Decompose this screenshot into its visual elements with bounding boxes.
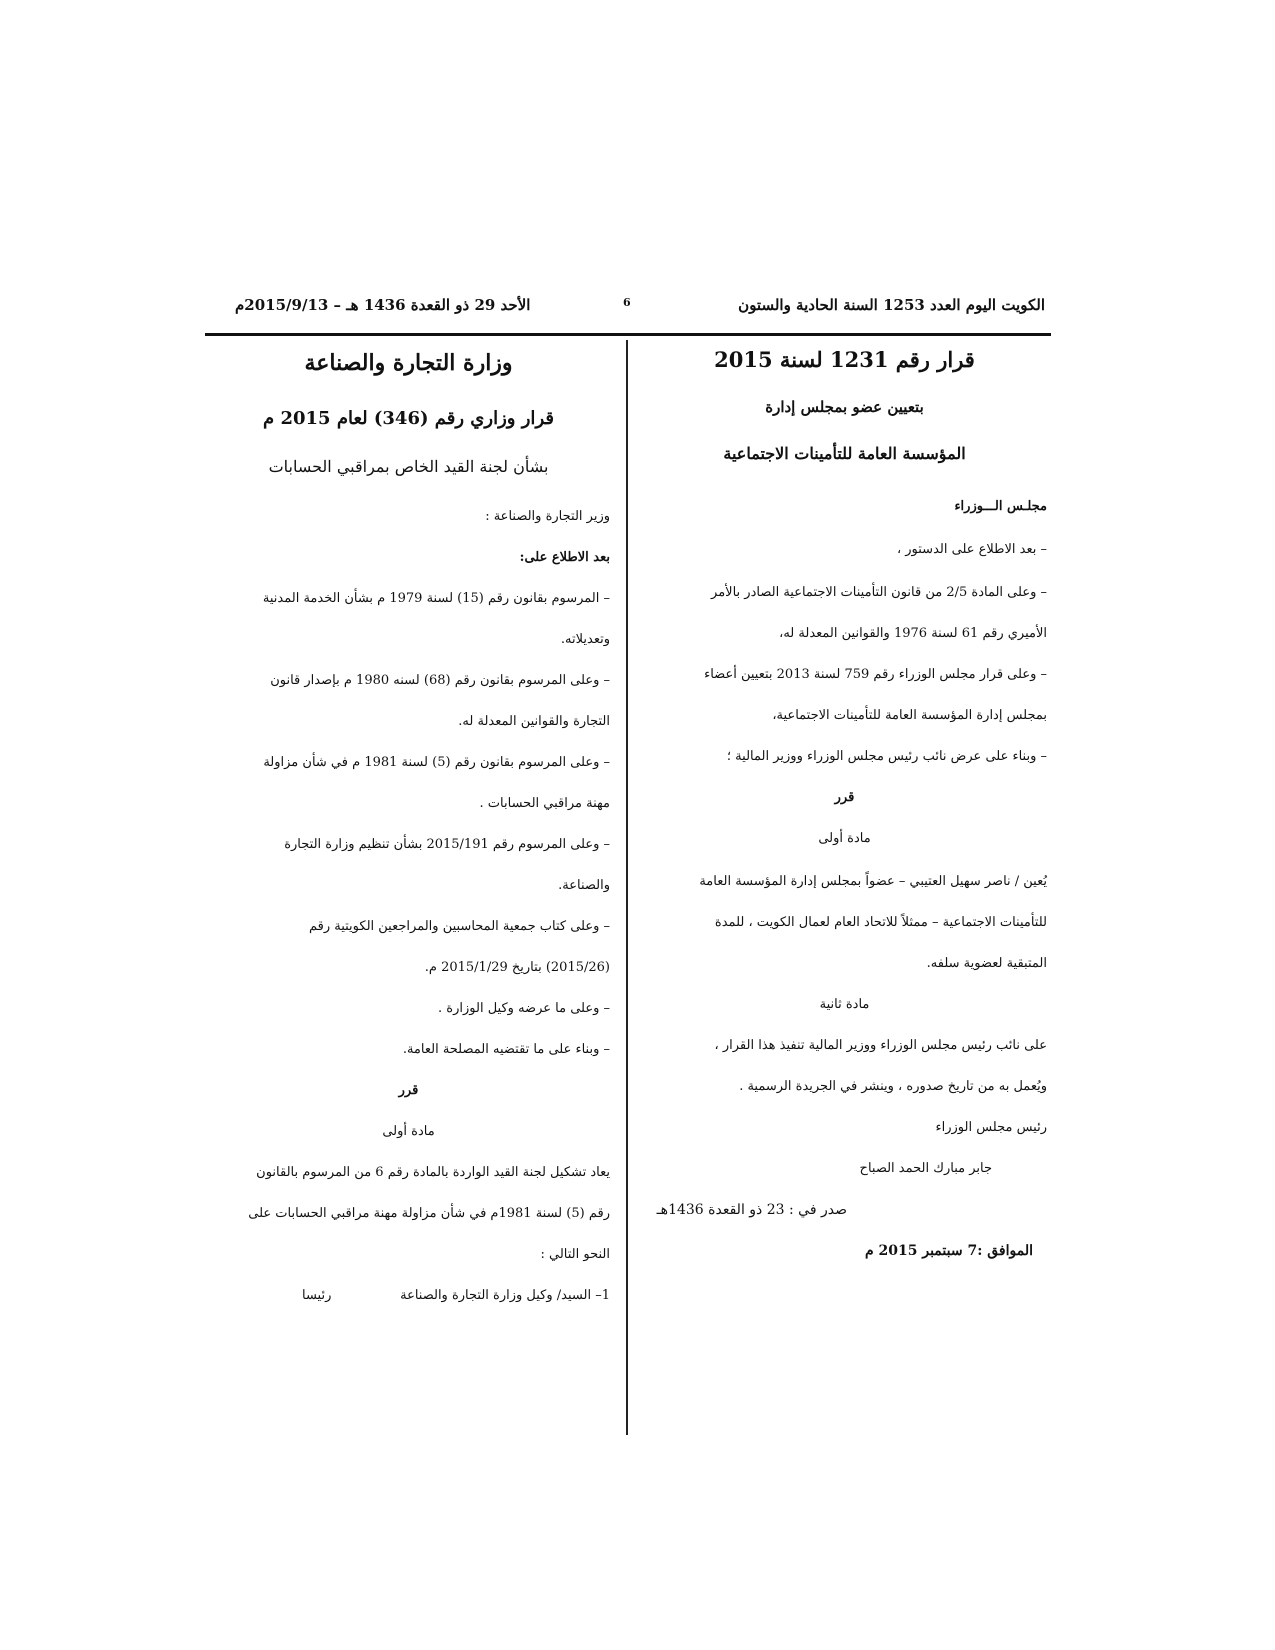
decided-label: قرر: [834, 790, 855, 805]
page-number: 6: [623, 296, 631, 309]
decision-subtitle-1: بتعيين عضو بمجلس إدارة: [765, 398, 924, 416]
article-2-title: مادة ثانية: [819, 997, 870, 1012]
decision-title: قرار رقم 1231 لسنة 2015: [714, 347, 975, 372]
preamble-6: – وعلى ما عرضه وكيل الوزارة .: [438, 1001, 610, 1016]
member-1-role: رئيسا: [302, 1288, 332, 1303]
ministry-title: وزارة التجارة والصناعة: [304, 350, 513, 376]
preamble-2a: – وعلى المرسوم بقانون رقم (68) لسنه 1980 م بإصدار قانون: [270, 673, 610, 688]
preamble-7: – وبناء على ما تقتضيه المصلحة العامة.: [402, 1042, 610, 1057]
corresponding-date: الموافق :7 سبتمبر 2015 م: [864, 1243, 1033, 1259]
preamble-3a: – وعلى قرار مجلس الوزراء رقم 759 لسنة 2013 بتعيين أعضاء: [704, 667, 1047, 682]
article-2-line-1: على نائب رئيس مجلس الوزراء ووزير المالية تنفيذ هذا القرار ،: [714, 1038, 1047, 1053]
decision-subtitle-2: المؤسسة العامة للتأمينات الاجتماعية: [723, 444, 966, 463]
committee-member-1: [207, 1286, 610, 1306]
article-2-line-2: ويُعمل به من تاريخ صدوره ، وينشر في الجريدة الرسمية .: [739, 1079, 1047, 1094]
preamble-1a: – المرسوم بقانون رقم (15) لسنة 1979 م بشأن الخدمة المدنية: [262, 591, 610, 606]
signature-title: رئيس مجلس الوزراء: [935, 1120, 1047, 1135]
article-1-line-3: المتبقية لعضوية سلفه.: [926, 956, 1047, 971]
page-header: [205, 296, 1045, 320]
preamble-2b: الأميري رقم 61 لسنة 1976 والقوانين المعدلة له،: [779, 626, 1047, 641]
article-1-line-2: رقم (5) لسنة 1981م في شأن مزاولة مهنة مراقبي الحسابات على: [248, 1206, 610, 1221]
article-1-title: مادة أولى: [382, 1124, 435, 1139]
signature-name: جابر مبارك الحمد الصباح: [859, 1161, 992, 1176]
preamble-5a: – وعلى كتاب جمعية المحاسبين والمراجعين الكويتية رقم: [308, 919, 610, 934]
preamble-4a: – وعلى المرسوم رقم 2015/191 بشأن تنظيم وزارة التجارة: [284, 837, 610, 852]
ministerial-decision-title: قرار وزاري رقم (346) لعام 2015 م: [263, 408, 554, 429]
header-date: الأحد 29 ذو القعدة 1436 هـ – 2015/9/13م: [235, 296, 531, 314]
preamble-1: – بعد الاطلاع على الدستور ،: [896, 542, 1047, 557]
header-rule: [205, 333, 1051, 336]
issue-date: صدر في : 23 ذو القعدة 1436هـ: [656, 1202, 847, 1218]
decided-label: قرر: [398, 1083, 419, 1098]
column-divider: [626, 340, 628, 1435]
article-1-line-1: يعاد تشكيل لجنة القيد الواردة بالمادة رقم 6 من المرسوم بالقانون: [256, 1165, 610, 1180]
preamble-1b: وتعديلاته.: [560, 632, 610, 647]
member-1-title: 1– السيد/ وكيل وزارة التجارة والصناعة: [400, 1288, 610, 1303]
preamble-4b: والصناعة.: [558, 878, 610, 893]
right-column: [642, 345, 1047, 1261]
preamble-3a: – وعلى المرسوم بقانون رقم (5) لسنة 1981 م في شأن مزاولة: [263, 755, 610, 770]
article-1-title: مادة أولى: [818, 831, 871, 846]
after-review: بعد الاطلاع على:: [519, 550, 610, 565]
header-issue-info: الكويت اليوم العدد 1253 السنة الحادية والستون: [738, 296, 1045, 314]
preamble-3b: مهنة مراقبي الحسابات .: [479, 796, 610, 811]
issuer: مجلـس الـــوزراء: [954, 499, 1047, 514]
issuer: وزير التجارة والصناعة :: [485, 509, 610, 524]
left-column: [207, 348, 610, 1306]
article-1-line-2: للتأمينات الاجتماعية – ممثلاً للاتحاد العام لعمال الكويت ، للمدة: [714, 915, 1047, 930]
preamble-2b: التجارة والقوانين المعدلة له.: [458, 714, 610, 729]
preamble-3b: بمجلس إدارة المؤسسة العامة للتأمينات الاجتماعية،: [772, 708, 1047, 723]
article-1-line-1: يُعين / ناصر سهيل العتيبي – عضواً بمجلس إدارة المؤسسة العامة: [699, 874, 1047, 889]
preamble-5b: (2015/26) بتاريخ 2015/1/29 م.: [424, 960, 610, 975]
article-1-line-3: النحو التالي :: [540, 1247, 610, 1262]
ministerial-decision-subtitle: بشأن لجنة القيد الخاص بمراقبي الحسابات: [268, 457, 549, 476]
preamble-4: – وبناء على عرض نائب رئيس مجلس الوزراء ووزير المالية ؛: [726, 749, 1047, 764]
preamble-2a: – وعلى المادة 2/5 من قانون التأمينات الاجتماعية الصادر بالأمر: [711, 585, 1047, 600]
